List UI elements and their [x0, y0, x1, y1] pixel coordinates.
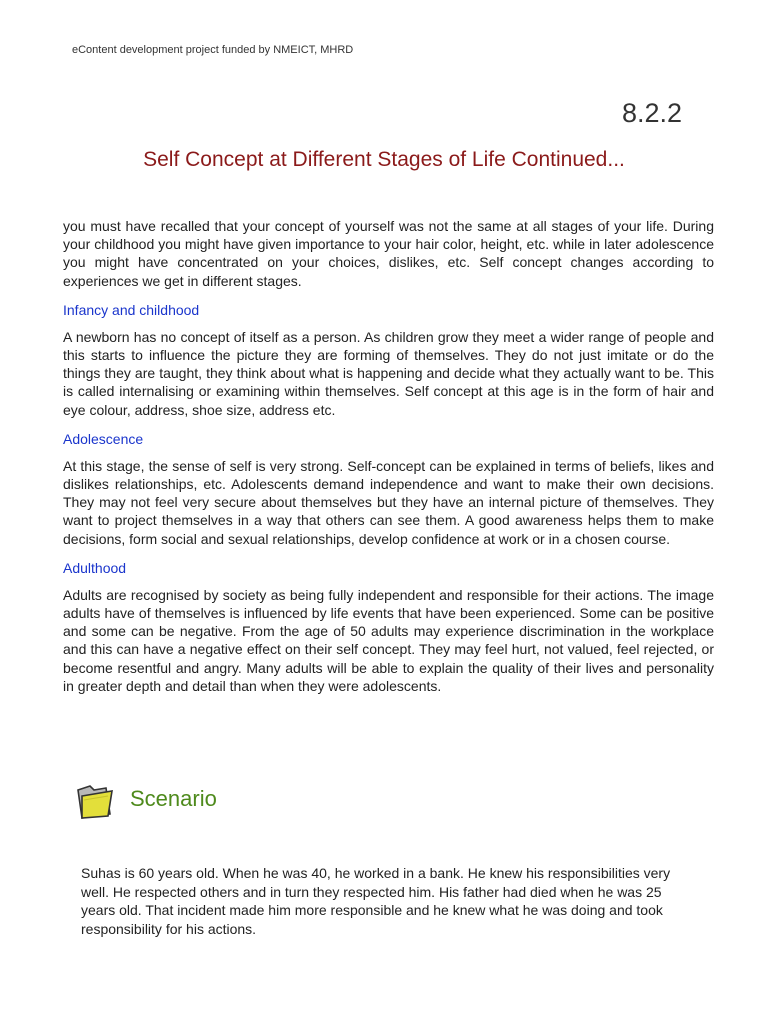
folder-icon: [74, 778, 118, 822]
section-text-infancy: A newborn has no concept of itself as a person. As children grow they meet a wider range of people and this starts to influence the picture they are forming of themselves. They do not just imitate or do the things they are taught, they think about what is happening and decide what they actually want to be. This is called internalising or examining within themselves. Self concept at this age is in the form of hair and eye colour, address, shoe size, address etc.: [63, 328, 714, 418]
scenario-header: [74, 778, 374, 824]
main-content: [63, 217, 714, 695]
section-number: 8.2.2: [621, 98, 682, 128]
header-note: eContent development project funded by NMEICT, MHRD: [72, 44, 354, 56]
section-text-adulthood: Adults are recognised by society as being fully independent and responsible for their actions. The image adults have of themselves is influenced by life events that have been experienced. Some can be positive and some can be negative. From the age of 50 adults may experience discrimination in the workplace and this can have a negative effect on their self concept. They may feel hurt, not valued, feel rejected, or become resentful and angry. Many adults will be able to explain the quality of their lives and personality in greater depth and detail than when they were adolescents.: [63, 586, 714, 694]
section-heading-adulthood: Adulthood: [63, 559, 127, 576]
scenario-text: Suhas is 60 years old. When he was 40, he worked in a bank. He knew his responsibilities very well. He respected others and in turn they respected him. His father had died when he was 25 years old. That incident made him more responsible and he knew what he was doing and took responsibility for his actions.: [81, 865, 671, 937]
scenario-title: Scenario: [130, 786, 217, 811]
intro-paragraph: you must have recalled that your concept of yourself was not the same at all stages of your life. During your childhood you might have given importance to your hair color, height, etc. while in later adolescence you might have concentrated on your choices, dislikes, etc. Self concept changes according to experiences we get in different stages.: [63, 218, 714, 289]
section-heading-infancy: Infancy and childhood: [63, 301, 200, 318]
section-text-adolescence: At this stage, the sense of self is very strong. Self-concept can be explained in terms of beliefs, likes and dislikes relationships, etc. Adolescents demand independence and want to make their own decisions. They may not feel very secure about themselves but they have an internal picture of themselves. They want to project themselves in a way that others can see them. A good awareness helps them to make decisions, form social and sexual relationships, develop confidence at work or in a chosen course.: [63, 457, 714, 547]
section-heading-adolescence: Adolescence: [63, 430, 144, 447]
page-title: Self Concept at Different Stages of Life Continued...: [143, 148, 625, 171]
